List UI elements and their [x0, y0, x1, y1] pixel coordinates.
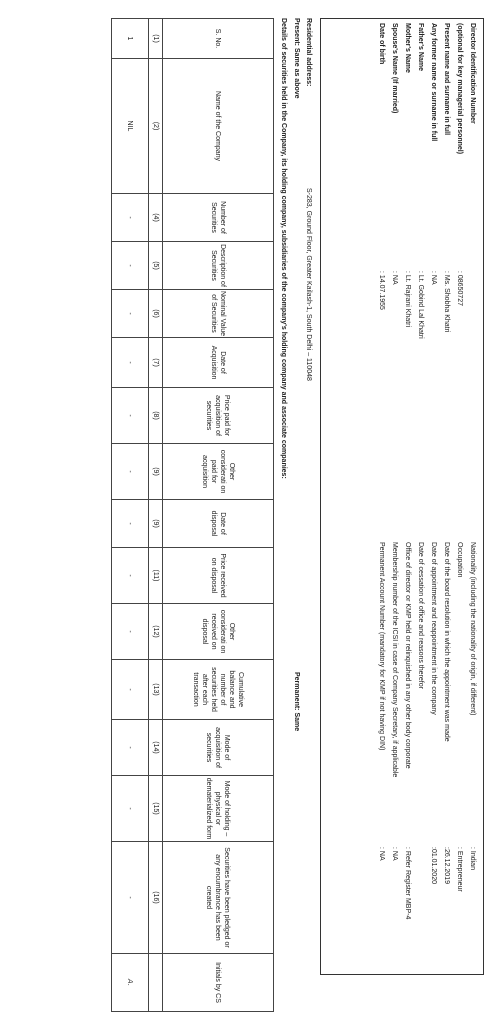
table-header-row: [163, 19, 274, 1012]
nationality-label: Nationality (including the nationality of origin, if different): [469, 542, 476, 716]
other-office-label: Office of director or KMP held or relinquished in any other body corporate: [404, 542, 411, 769]
table-cell: -: [112, 500, 149, 548]
table-cell: -: [112, 388, 149, 444]
header-cell: Mode of holding – physical or dematerialized form: [163, 776, 274, 842]
din-value: : 08650727: [456, 271, 463, 307]
table-cell: 1: [112, 19, 149, 59]
table-row: [112, 19, 149, 1012]
column-number-cell: (11): [149, 548, 163, 604]
table-cell: -: [112, 242, 149, 290]
appointment-date-value: :01.01.2020: [430, 847, 437, 884]
father-name-label: Father's Name: [417, 23, 424, 71]
securities-table: [111, 18, 274, 1012]
appointment-date-label: Date of appointment and reappointment in the company: [430, 542, 437, 715]
header-cell: Description of Securities: [163, 242, 274, 290]
column-number-cell: (13): [149, 660, 163, 720]
header-cell: Initials by CS: [163, 954, 274, 1012]
residential-address-value: S-283, Ground Floor, Greater Kailash-1, South Delhi – 110048: [305, 188, 312, 381]
column-number-cell: (4): [149, 194, 163, 242]
column-number-cell: (1): [149, 19, 163, 59]
header-cell: S. No.: [163, 19, 274, 59]
cessation-label: Date of cessation of office and reasons therefor: [417, 542, 424, 689]
table-cell: NIL: [112, 59, 149, 194]
father-name-value: : Lt. Gobind Lal Khatri: [417, 271, 424, 339]
header-cell: Other considerati on paid for acquisition: [163, 444, 274, 500]
column-number-cell: (14): [149, 720, 163, 776]
column-number-cell: [149, 954, 163, 1012]
table-cell: -: [112, 444, 149, 500]
column-number-cell: (8): [149, 388, 163, 444]
director-details-box: [320, 18, 484, 975]
permanent-address-label: Permanent: Same: [293, 672, 300, 732]
securities-details-heading: Details of securities held in the Company, its holding company, subsidiaries of the company's holding company and associate companies:: [280, 18, 287, 479]
header-cell: Nominal Value of Securities: [163, 290, 274, 338]
table-cell: -: [112, 660, 149, 720]
dob-label: Date of birth: [378, 23, 385, 65]
table-cell: -: [112, 720, 149, 776]
table-cell: -: [112, 604, 149, 660]
table-cell: -: [112, 776, 149, 842]
table-cell: -: [112, 290, 149, 338]
former-name-label: Any former name or surname in full: [430, 23, 437, 142]
right-values-column: [375, 847, 479, 919]
former-name-value: : NA: [430, 271, 437, 285]
spouse-name-label: Spouse's Name (If married): [391, 23, 398, 114]
spouse-name-value: : NA: [391, 271, 398, 285]
board-resolution-label: Date of the board resolution in which the appointment was made: [443, 542, 450, 742]
table-cell: -: [112, 548, 149, 604]
column-number-cell: (9): [149, 500, 163, 548]
board-resolution-value: :26.12.2019: [443, 847, 450, 884]
icsi-membership-value: : NA: [391, 847, 398, 861]
present-name-value: : Ms. Shobha Khatri: [443, 271, 450, 333]
header-cell: Other considerati on received on disposal: [163, 604, 274, 660]
occupation-label: Occupation: [456, 542, 463, 578]
column-number-cell: (6): [149, 290, 163, 338]
icsi-membership-label: Membership number of the ICSI in case of Company Secretary, if applicable: [391, 542, 398, 778]
header-cell: Mode of acquisition of securities: [163, 720, 274, 776]
pan-label: Permanent Account Number (mandatory for KMP if not having DIN): [378, 542, 385, 751]
nationality-value: : Indian: [469, 847, 476, 870]
header-cell: Cumulative balance and number of securities held after each transaction: [163, 660, 274, 720]
header-cell: Date of disposal: [163, 500, 274, 548]
residential-address-label: Residential address:: [305, 18, 312, 87]
column-number-cell: (12): [149, 604, 163, 660]
column-number-cell: (2): [149, 59, 163, 194]
column-number-cell: (5): [149, 242, 163, 290]
column-number-cell: (7): [149, 338, 163, 388]
column-number-cell: (16): [149, 842, 163, 954]
column-number-row: [149, 19, 163, 1012]
din-label: Director Identification Number: [469, 23, 476, 124]
header-cell: Price received on disposal: [163, 548, 274, 604]
header-cell: Securities have been pledged or any encumbrance has been created: [163, 842, 274, 954]
mother-name-value: : Lt. Rajrani Khatri: [404, 271, 411, 328]
table-cell: -: [112, 194, 149, 242]
header-cell: Price paid for acquisition of securities: [163, 388, 274, 444]
header-cell: Name of the Company: [163, 59, 274, 194]
dob-value: : 14.07.1955: [378, 271, 385, 310]
header-cell: Date of Acquisition: [163, 338, 274, 388]
right-labels-column: [375, 542, 479, 777]
left-values-column: [375, 271, 466, 339]
mother-name-label: Mother's Name: [404, 23, 411, 73]
din-note-label: (optional for key managerial personnel): [456, 23, 463, 155]
cs-initials-signature: A.: [112, 954, 149, 1012]
table-cell: -: [112, 842, 149, 954]
present-name-label: Present name and surname in full: [443, 23, 450, 136]
table-cell: -: [112, 338, 149, 388]
pan-value: : NA: [378, 847, 385, 861]
left-labels-column: [375, 23, 479, 154]
occupation-value: : Entrepreneur: [456, 847, 463, 892]
header-cell: Number of Securities: [163, 194, 274, 242]
other-office-value: : Refer Register MBP-4: [404, 847, 411, 920]
column-number-cell: (15): [149, 776, 163, 842]
cessation-value: [414, 847, 427, 919]
present-address-label: Present: Same as above: [293, 18, 300, 99]
column-number-cell: (9): [149, 444, 163, 500]
